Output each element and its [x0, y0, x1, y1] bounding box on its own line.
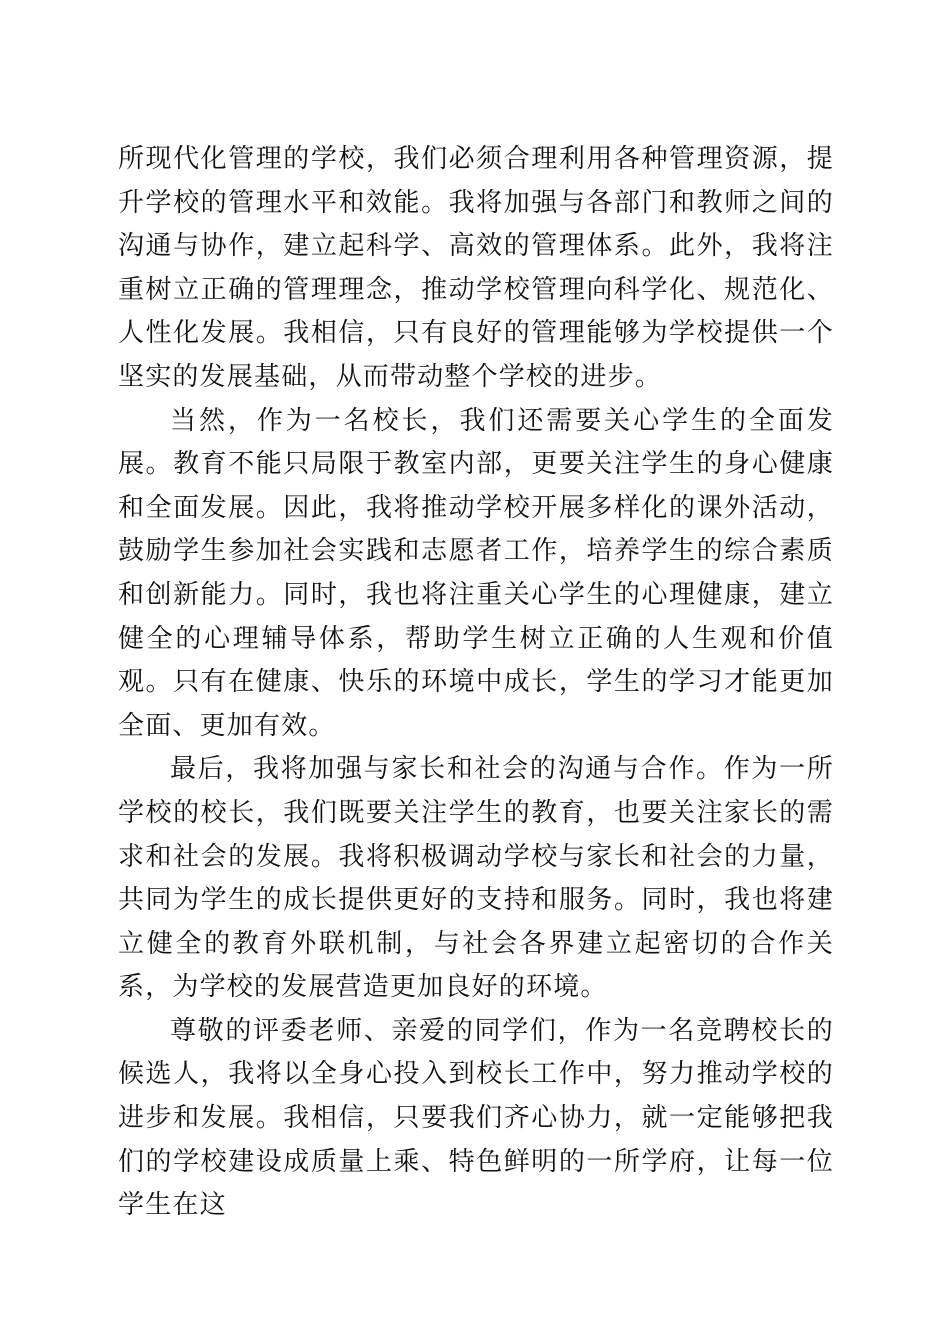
paragraph-student-development: 当然，作为一名校长，我们还需要关心学生的全面发展。教育不能只局限于教室内部，更要关注学生的身心健康和全面发展。因此，我将推动学校开展多样化的课外活动，鼓励学生参加社会实践和志愿者工作，培养学生的综合素质和创新能力。同时，我也将注重关心学生的心理健康，建立健全的心理辅导体系，帮助学生树立正确的人生观和价值观。只有在健康、快乐的环境中成长，学生的学习才能更加全面、更加有效。: [118, 405, 834, 741]
document-body: [118, 138, 834, 1228]
paragraph-management: 所现代化管理的学校，我们必须合理利用各种管理资源，提升学校的管理水平和效能。我将加强与各部门和教师之间的沟通与协作，建立起科学、高效的管理体系。此外，我将注重树立正确的管理理念，推动学校管理向科学化、规范化、人性化发展。我相信，只有良好的管理能够为学校提供一个坚实的发展基础，从而带动整个学校的进步。: [118, 144, 834, 392]
paragraph-closing: 尊敬的评委老师、亲爱的同学们，作为一名竞聘校长的候选人，我将以全身心投入到校长工作中，努力推动学校的进步和发展。我相信，只要我们齐心协力，就一定能够把我们的学校建设成质量上乘、特色鲜明的一所学府，让每一位学生在这: [118, 1015, 834, 1221]
paragraph-parent-community: 最后，我将加强与家长和社会的沟通与合作。作为一所学校的校长，我们既要关注学生的教育，也要关注家长的需求和社会的发展。我将积极调动学校与家长和社会的力量，共同为学生的成长提供更好的支持和服务。同时，我也将建立健全的教育外联机制，与社会各界建立起密切的合作关系，为学校的发展营造更加良好的环境。: [118, 754, 834, 1003]
